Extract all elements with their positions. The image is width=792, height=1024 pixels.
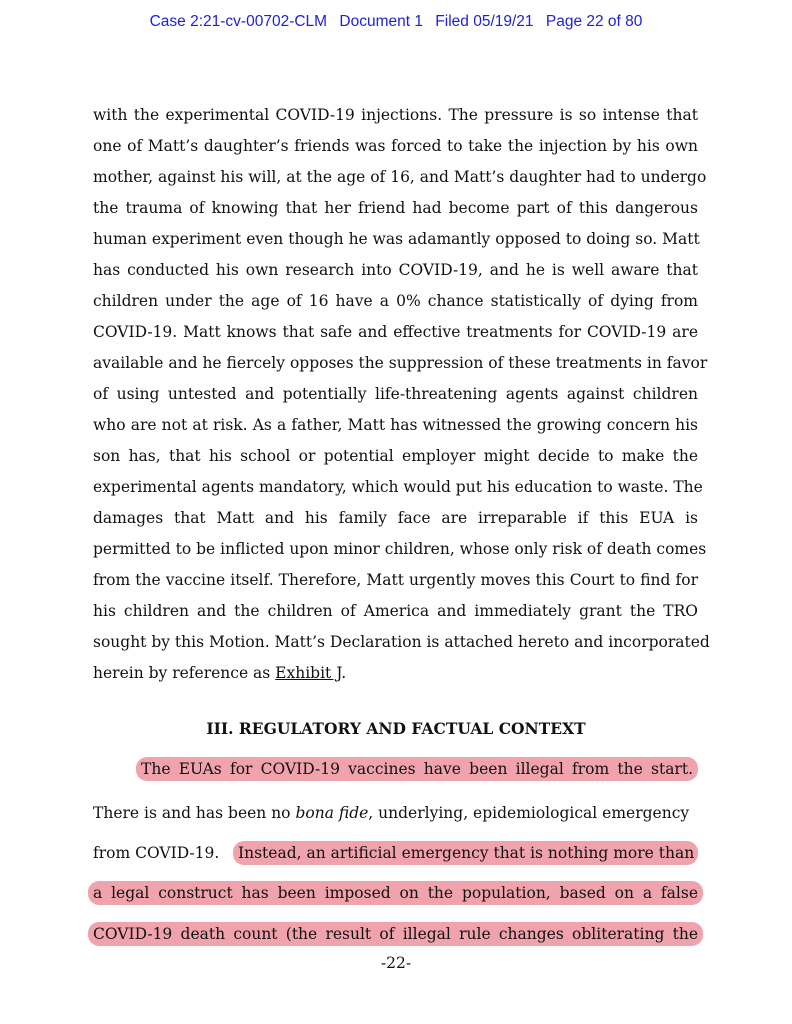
paragraph-line: sought by this Motion. Matt’s Declaration is attached hereto and incorporated bbox=[93, 633, 710, 651]
sec-line-3-plain: from COVID-19. bbox=[93, 844, 220, 862]
case-header bbox=[0, 13, 792, 31]
paragraph-line: has conducted his own research into COVID-19, and he is well aware that bbox=[93, 261, 698, 279]
paragraph-line: herein by reference as Exhibit J. bbox=[93, 664, 347, 682]
document-number: Document 1 bbox=[339, 13, 423, 30]
paragraph-line: who are not at risk. As a father, Matt has witnessed the growing concern his bbox=[93, 416, 698, 434]
sec-line-2 bbox=[93, 801, 698, 825]
paragraph-line: available and he fiercely opposes the suppression of these treatments in favor bbox=[93, 354, 708, 372]
paragraph-line: son has, that his school or potential employer might decide to make the bbox=[93, 447, 698, 465]
italic-text: bona fide bbox=[295, 804, 369, 822]
paragraph-line: his children and the children of America and immediately grant the TRO bbox=[93, 602, 698, 620]
highlighted-text: a legal construct has been imposed on the population, based on a false bbox=[88, 881, 703, 905]
body-paragraph bbox=[93, 100, 710, 689]
paragraph-line: of using untested and potentially life-threatening agents against children bbox=[93, 385, 698, 403]
page-number: -22- bbox=[380, 954, 412, 972]
sec-line-3 bbox=[93, 841, 698, 865]
paragraph-line: mother, against his will, at the age of 16, and Matt’s daughter had to undergo bbox=[93, 168, 707, 186]
section-heading: III. REGULATORY AND FACTUAL CONTEXT bbox=[206, 719, 586, 738]
case-number: Case 2:21-cv-00702-CLM bbox=[149, 13, 328, 30]
exhibit-reference: Exhibit J bbox=[275, 664, 342, 682]
filed-date: Filed 05/19/21 bbox=[435, 13, 534, 30]
paragraph-line: COVID-19. Matt knows that safe and effective treatments for COVID-19 are bbox=[93, 323, 698, 341]
sec-line-1 bbox=[136, 757, 698, 781]
paragraph-line: the trauma of knowing that her friend had become part of this dangerous bbox=[93, 199, 698, 217]
paragraph-line: permitted to be inflicted upon minor children, whose only risk of death comes bbox=[93, 540, 707, 558]
highlighted-text: COVID-19 death count (the result of illegal rule changes obliterating the bbox=[88, 922, 703, 946]
paragraph-line: children under the age of 16 have a 0% chance statistically of dying from bbox=[93, 292, 698, 310]
paragraph-line: human experiment even though he was adamantly opposed to doing so. Matt bbox=[93, 230, 700, 248]
paragraph-line: one of Matt’s daughter’s friends was forced to take the injection by his own bbox=[93, 137, 698, 155]
paragraph-line: experimental agents mandatory, which would put his education to waste. The bbox=[93, 478, 703, 496]
sec-line-4 bbox=[88, 881, 703, 905]
sec-line-5 bbox=[88, 922, 703, 946]
paragraph-line: from the vaccine itself. Therefore, Matt urgently moves this Court to find for bbox=[93, 571, 698, 589]
sec-line-2-text: There is and has been no bona fide, underlying, epidemiological emergency bbox=[93, 804, 690, 822]
paragraph-line: damages that Matt and his family face are irreparable if this EUA is bbox=[93, 509, 698, 527]
paragraph-line: with the experimental COVID-19 injections. The pressure is so intense that bbox=[93, 106, 698, 124]
highlighted-text: Instead, an artificial emergency that is nothing more than bbox=[233, 841, 698, 865]
page-count: Page 22 of 80 bbox=[545, 13, 643, 30]
highlighted-text: The EUAs for COVID-19 vaccines have been illegal from the start. bbox=[136, 757, 698, 781]
